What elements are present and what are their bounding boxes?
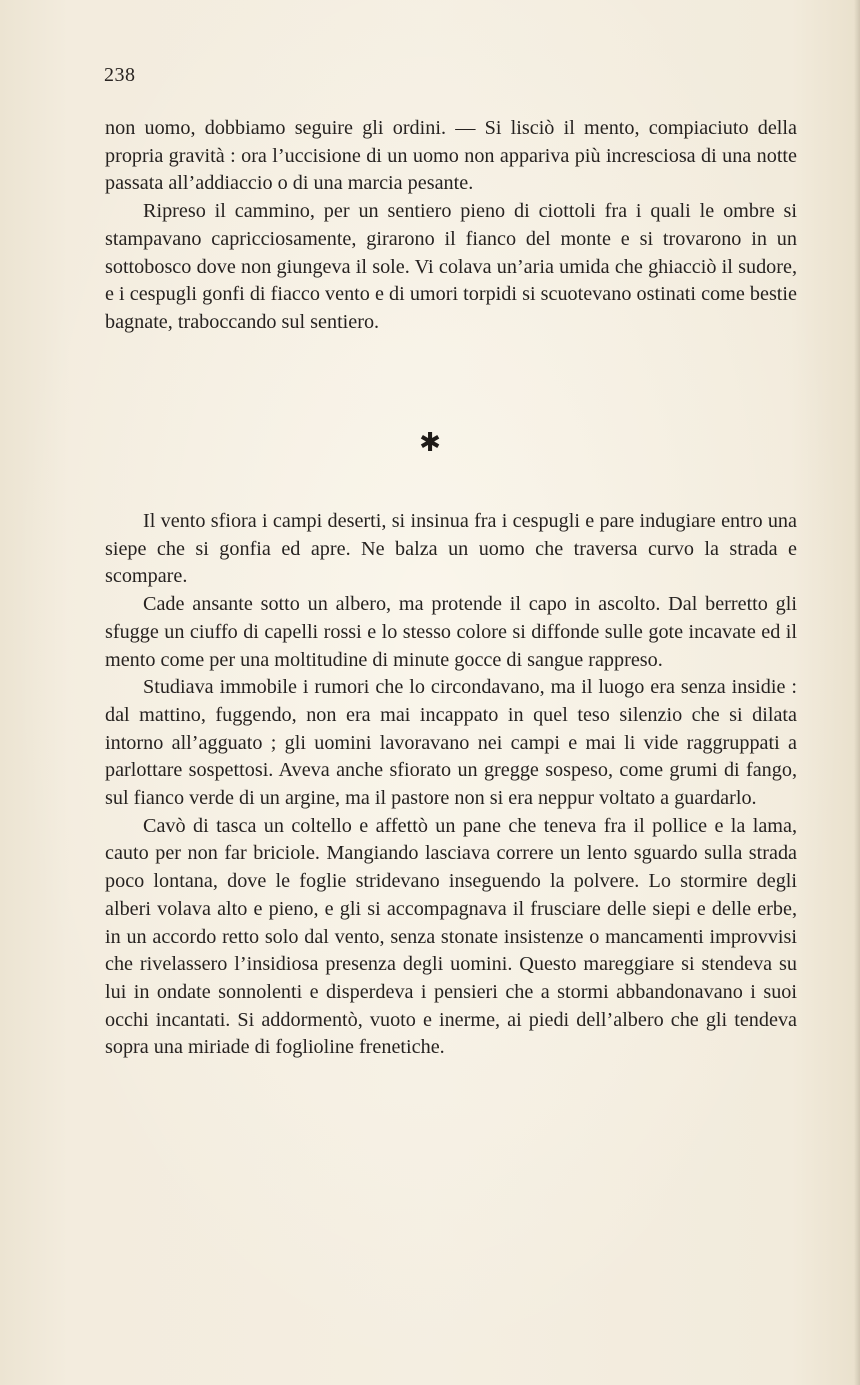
page-edge-shadow — [854, 0, 860, 1385]
paragraph: Cade ansante sotto un albero, ma protende il capo in ascolto. Dal berretto gli sfugge un ciuffo di capelli rossi e lo stesso colore si diffonde sulle gote incavate ed il mento come per una moltitudine di minute gocce di sangue rappreso. — [105, 593, 797, 671]
paragraph: Studiava immobile i rumori che lo circondavano, ma il luogo era senza insidie : dal mattino, fuggendo, non era mai incappato in quel teso silenzio che si dilata intorno all’agguato ; gli uomini lavoravano nei campi e mai li vide raggruppati a parlottare sospettosi. Aveva anche sfiorato un gregge sospeso, come grumi di fango, sul fianco verde di un argine, ma il pastore non si era neppur voltato a guardarlo. — [105, 676, 797, 810]
section-two-text — [105, 508, 797, 1062]
section-break-asterisk: ✱ — [419, 428, 441, 458]
paragraph: Il vento sfiora i campi deserti, si insinua fra i cespugli e pare indugiare entro una siepe che si gonfia ed apre. Ne balza un uomo che traversa curvo la strada e scompare. — [105, 510, 797, 588]
paragraph: Cavò di tasca un coltello e affettò un pane che teneva fra il pollice e la lama, cauto per non far briciole. Mangiando lasciava correre un lento sguardo sulla strada poco lontana, dove le foglie stridevano inseguendo la polvere. Lo stormire degli alberi volava alto e pieno, e gli si accompagnava il frusciare delle siepi e delle erbe, in un accordo retto solo dal vento, senza stonate insistenze o mancamenti improvvisi che rivelassero l’insidiosa presenza degli uomini. Questo mareggiare si stendeva su lui in ondate sonnolenti e disperdeva i pensieri che a stormi abbandonavano i suoi occhi incantati. Si addormentò, vuoto e inerme, ai piedi dell’albero che gli tendeva sopra una miriade di foglioline frenetiche. — [105, 814, 797, 1059]
page-number: 238 — [104, 64, 136, 86]
paragraph-continued: non uomo, dobbiamo seguire gli ordini. — Si lisciò il mento, compiaciuto della propria gravità : ora l’uccisione di un uomo non appariva più incresciosa di una notte passata all’addiaccio o di una marcia pesante. — [105, 117, 797, 195]
section-one-text — [105, 115, 797, 337]
paragraph: Ripreso il cammino, per un sentiero pieno di ciottoli fra i quali le ombre si stampavano capricciosamente, girarono il fianco del monte e si trovarono in un sottobosco dove non giungeva il sole. Vi colava un’aria umida che ghiacciò il sudore, e i cespugli gonfi di fiacco vento e di umori torpidi si scuotevano ostinati come bestie bagnate, traboccando sul sentiero. — [105, 200, 797, 333]
